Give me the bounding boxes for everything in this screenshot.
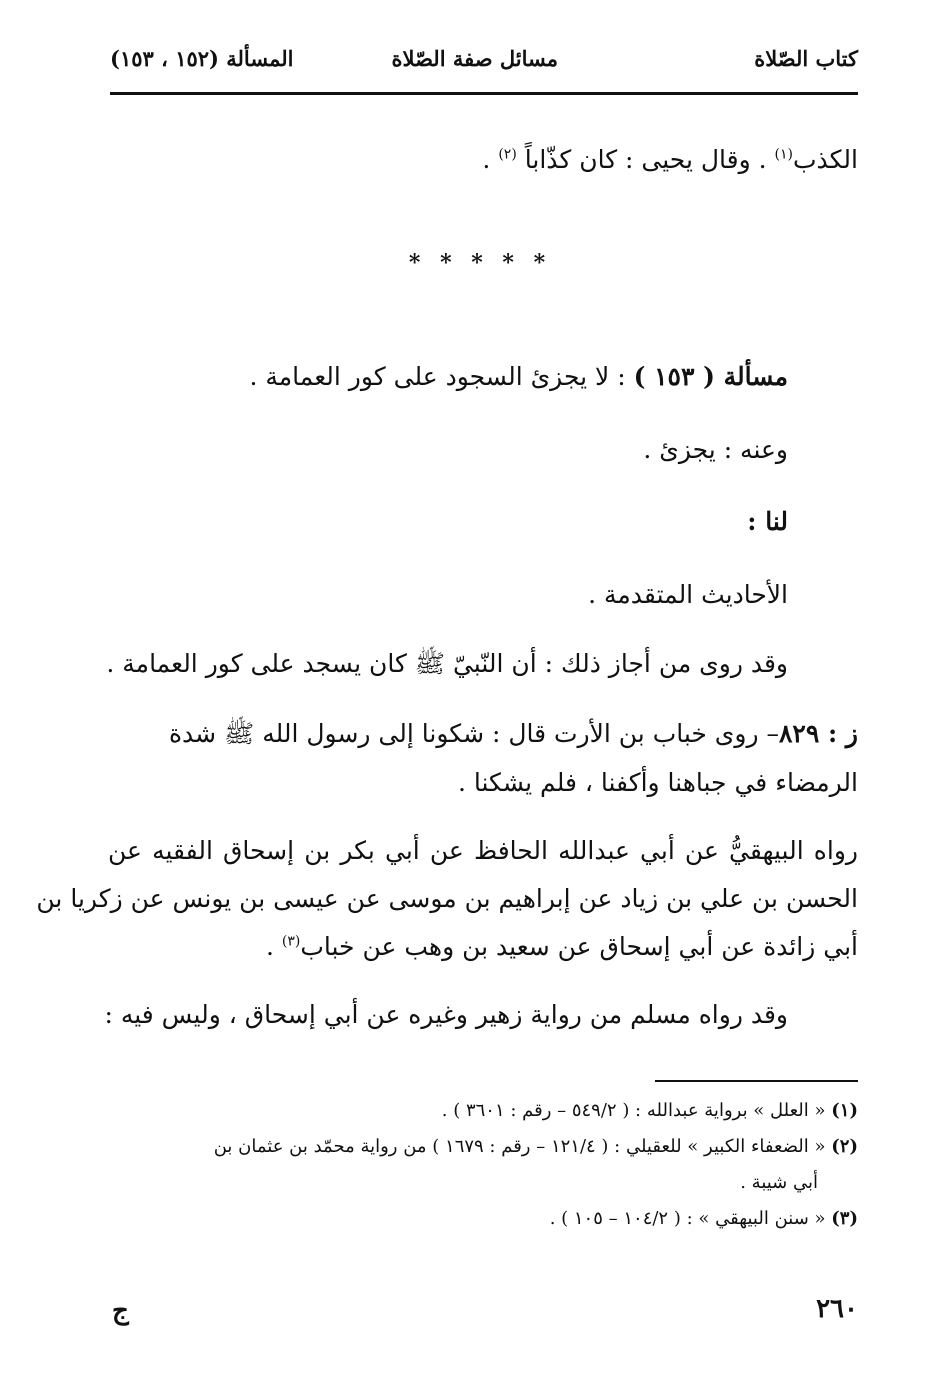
permitters-narration: وقد روى من أجاز ذلك : أن النّبيّ ﷺ كان يسجد على كور العمامة . — [106, 649, 788, 678]
footnote-2-continued: أبي شيبة . — [740, 1172, 818, 1193]
header-rule — [110, 92, 858, 95]
chain-line-3: أبي زائدة عن أبي إسحاق عن سعيد بن وهب عن خباب$^{(٣)}$ . — [265, 932, 858, 961]
hadiths-reference: الأحاديث المتقدمة . — [588, 580, 788, 609]
book-title: كتاب الصّلاة — [754, 46, 858, 71]
footnote-2: (٢) « الضعفاء الكبير » للعقيلي : ( ١٢١/٤ – رقم : ١٦٧٩ ) من رواية محمّد بن عثمان بن — [213, 1136, 858, 1157]
evidence-heading: لنا : — [747, 507, 788, 536]
hadith-line-2: الرمضاء في جباهنا وأكفنا ، فلم يشكنا . — [457, 768, 858, 797]
chain-line-1: رواه البيهقيُّ عن أبي عبدالله الحافظ عن أبي بكر بن إسحاق الفقيه عن — [108, 836, 858, 865]
chain-line-2: الحسن بن علي بن زياد عن إبراهيم بن موسى عن عيسى بن يونس عن زكريا بن — [36, 884, 858, 913]
footnote-ref-1: (١) — [774, 146, 793, 163]
alternate-opinion: وعنه : يجزئ . — [643, 435, 788, 464]
footnote-ref-3: (٣) — [281, 933, 301, 950]
muslim-narration: وقد رواه مسلم من رواية زهير وغيره عن أبي إسحاق ، وليس فيه : — [104, 1000, 788, 1029]
issue-range: المسألة (١٥٢ ، ١٥٣) — [110, 46, 294, 71]
footnote-ref-2: (٢) — [498, 146, 517, 163]
continuation-line: الكذب$^{(١)}$ . وقال يحيى : كان كذّاباً $^{(٢)}$ . — [482, 145, 858, 174]
footnote-3: (٣) « سنن البيهقي » : ( ١٠٤/٢ – ١٠٥ ) . — [549, 1208, 858, 1229]
footnote-rule — [655, 1080, 858, 1082]
running-head — [110, 46, 858, 86]
signature-mark: ج — [112, 1296, 129, 1326]
hadith-number: ز : ٨٢٩ — [778, 719, 858, 748]
footnote-1: (١) « العلل » برواية عبدالله : ( ٥٤٩/٢ – رقم : ٣٦٠١ ) . — [441, 1100, 858, 1121]
section-title: مسائل صفة الصّلاة — [391, 46, 558, 71]
issue-label: مسألة ( ١٥٣ ) — [633, 362, 788, 391]
issue-statement: مسألة ( ١٥٣ ) : لا يجزئ السجود على كور العمامة . — [249, 362, 788, 391]
hadith-line-1: ز : ٨٢٩– روى خباب بن الأرت قال : شكونا إلى رسول الله ﷺ شدة — [168, 719, 858, 748]
page-number: ٢٦٠ — [816, 1294, 858, 1324]
section-separator: * * * * * — [408, 250, 552, 276]
